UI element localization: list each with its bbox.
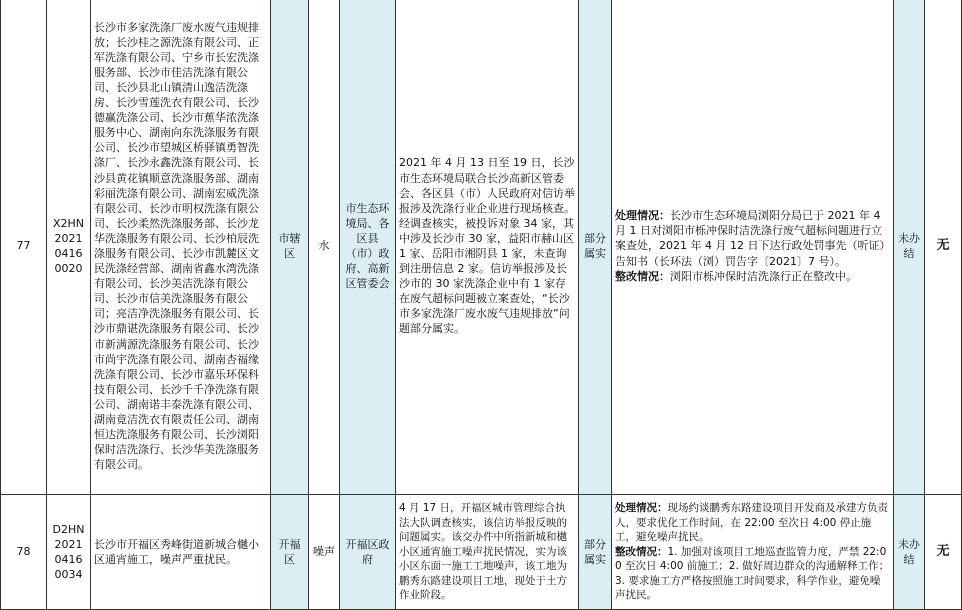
rectify-label: 整改情况：: [615, 269, 670, 283]
handling-label: 处理情况：: [615, 501, 668, 514]
district: 开福区: [271, 495, 309, 610]
rectify-text: 浏阳市栎冲保时洁洗涤行正在整改中。: [670, 269, 857, 283]
complaint-content: 长沙市多家洗涤厂废水废气违规排放；长沙桂之源洗涤有限公司、正军洗涤有限公司、宁乡市长宏洗涤服务部、长沙市佳洁洗涤有限公司、长沙县北山镇清山逸洁洗涤房、长沙雪莲洗衣有限公司、长沙德赢洗涤公司、长沙市蕉华浓洗涤服务中心、湖南向东洗涤服务有限公司、长沙市望城区桥驿镇勇智洗涤厂、长沙永鑫洗涤有限公司、长沙县黄花镇顺意洗涤服务部、湖南彩丽洗涤有限公司、湖南宏威洗涤有限公司、长沙市明权洗涤有限公司、长沙柔然洗涤服务部、长沙龙华洗涤服务有限公司、长沙柏辰洗涤服务有限公司、长沙市凯麓区文民洗涤经营部、湖南省鑫水湾洗涤有限公司、长沙美洁洗涤有限公司、长沙市信美洗涤服务有限公司；亮洁净洗涤服务有限公司、长沙市鼎谌洗涤服务有限公司、长沙市新满源洗涤服务有限公司、长沙市尚宇洗涤有限公司、湖南杏福缘洗涤有限公司、长沙市嘉乐环保科技有限公司、长沙千千净洗涤有限公司、湖南诺丰泰洗涤有限公司、湖南竟洁洗衣有限责任公司、湖南恒达洗涤服务有限公司、长沙浏阳保时洁洗涤行、长沙华美洗涤服务有限公司。: [91, 0, 271, 495]
row-number: 77: [1, 0, 47, 495]
rectify-label: 整改情况：: [615, 545, 668, 558]
responsible-unit: 开福区政府: [340, 495, 396, 610]
responsible-unit: 市生态环境局、各区县（市）政府、高新区管委会: [340, 0, 396, 495]
district: 市辖区: [271, 0, 309, 495]
table-row: [1, 495, 962, 610]
handling-text: 现场约谈鹏秀东路建设项目开发商及承建方负责人，要求优化工作时间，在 22:00 至次日 4:00 停止施工，避免噪声扰民。: [615, 501, 888, 544]
investigation-result: 4 月 17 日，开福区城市管理综合执法大队调查核实，该信访举报反映的问题属实。该交办件中所指新城和樾小区通宵施工噪声扰民情况，实为该小区东面一施工工地噪声，该工地为鹏秀东路建设项目工地，现处于土方作业阶段。: [396, 495, 579, 610]
completion-status: 未办结: [894, 0, 925, 495]
row-number: 78: [1, 495, 47, 610]
investigation-result: 2021 年 4 月 13 日至 19 日，长沙市生态环境局联合长沙高新区管委会、各区县（市）人民政府对信访举报涉及洗涤行业企业进行现场核查。经调查核实，被投诉对象 34 家，其中涉及长沙市 30 家，益阳市赫山区 1 家、岳阳市湘阴县 1 家，未查询到注册信息 2 家。信访举报涉及长沙市的 30 家洗涤企业中有 1 家存在废气超标问题被立案查处，“长沙市多家洗涤厂废水废气违规排放”问题部分属实。: [396, 0, 579, 495]
pollution-type: 噪声: [309, 495, 340, 610]
accountability: 无: [925, 495, 962, 610]
truth-status: 部分属实: [579, 495, 612, 610]
accountability: 无: [925, 0, 962, 495]
completion-status: 未办结: [894, 495, 925, 610]
case-code-text: X2HN 2021 0416 0020: [52, 216, 85, 276]
handling-label: 处理情况：: [615, 209, 670, 223]
table-row: [1, 0, 962, 495]
pollution-type: 水: [309, 0, 340, 495]
handling-cell: [612, 495, 894, 610]
handling-cell: [612, 0, 894, 495]
truth-status: 部分属实: [579, 0, 612, 495]
case-code-text: D2HN 2021 0416 0034: [52, 522, 85, 582]
rectify-text: 1. 加强对该项目工地巡查监管力度，严禁 22:00 至次日 4:00 前施工；2. 做好周边群众的沟通解释工作；3. 要求施工方严格按照施工时间要求，科学作业，避免噪声扰民。: [615, 545, 890, 602]
handling-text: 长沙市生态环境局浏阳分局已于 2021 年 4 月 1 日对浏阳市栎冲保时洁洗涤行废气超标问题进行立案查处，2021 年 4 月 12 日下达行政处罚事先（听证）告知书（长环法（浏）罚告字〔2021〕7 号）。: [615, 209, 885, 268]
case-code: [47, 0, 91, 495]
case-code: [47, 495, 91, 610]
complaint-content: 长沙市开福区秀峰街道新城合樾小区通宵施工，噪声严重扰民。: [91, 495, 271, 610]
